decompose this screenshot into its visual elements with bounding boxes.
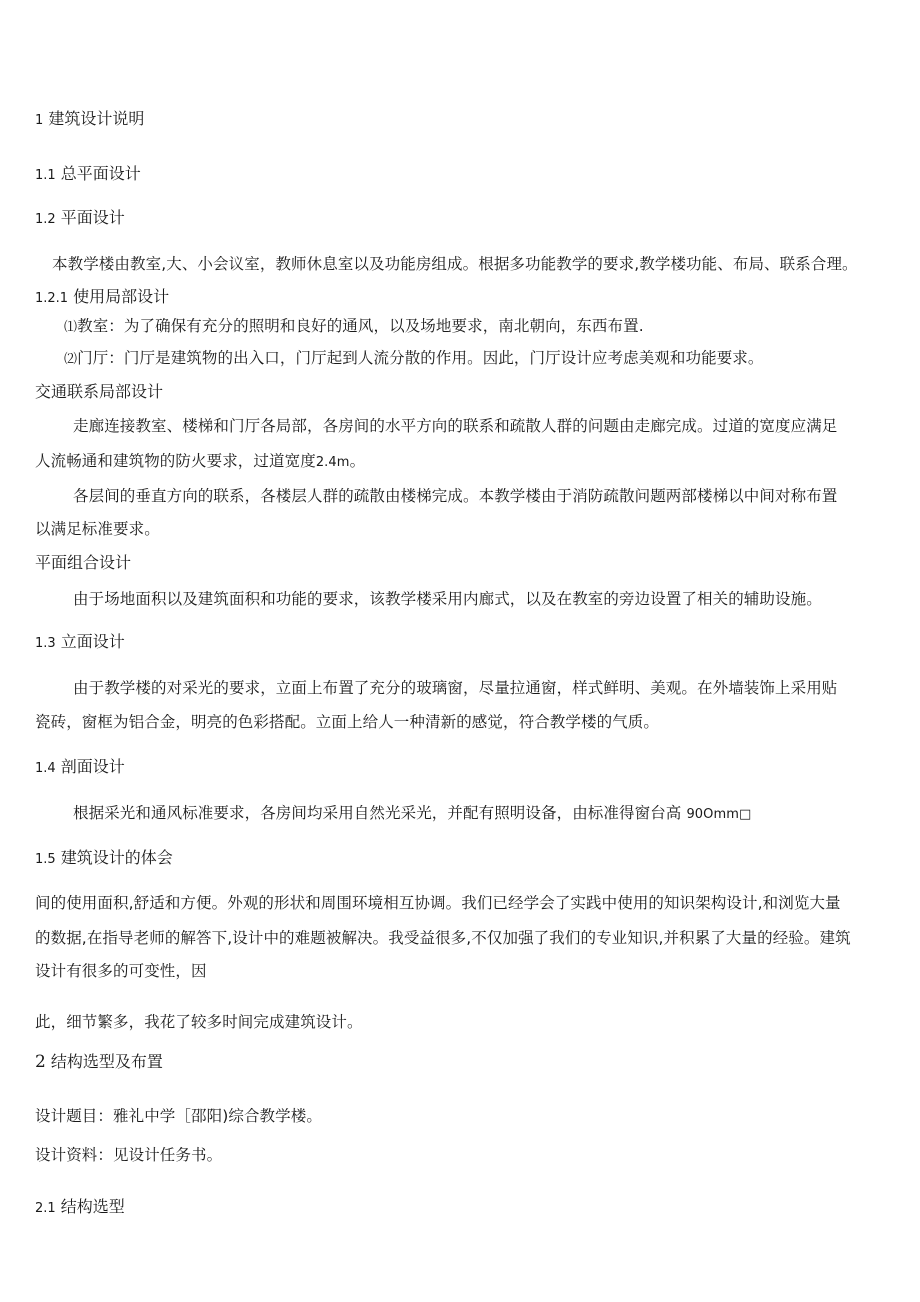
heading-1-3: 1.3 立面设计 (35, 632, 125, 651)
heading-2-1: 2.1 结构选型 (35, 1197, 125, 1216)
heading-1-1: 1.1 总平面设计 (35, 164, 141, 183)
paragraph-traffic-2-line-1: 各层间的垂直方向的联系，各楼层人群的疏散由楼梯完成。本教学楼由于消防疏散问题两部楼梯以中间对称布置 (73, 487, 838, 505)
heading-1-2-1: 1.2.1 使用局部设计 (35, 287, 170, 306)
paragraph-traffic-2-line-2: 以满足标准要求。 (35, 520, 160, 538)
paragraph-traffic-1-line-1: 走廊连接教室、楼梯和门厅各局部，各房间的水平方向的联系和疏散人群的问题由走廊完成。过道的宽度应满足 (73, 417, 838, 435)
paragraph-section: 根据采光和通风标准要求，各房间均采用自然光采光，并配有照明设备，由标准得窗台高 90Omm□ (73, 804, 752, 822)
heading-1: 1 建筑设计说明 (35, 109, 145, 128)
paragraph-experience-line-4: 此，细节繁多，我花了较多时间完成建筑设计。 (35, 1013, 363, 1031)
list-item-classroom: ⑴教室：为了确保有充分的照明和良好的通风，以及场地要求，南北朝向，东西布置. (64, 317, 644, 335)
paragraph-design-topic: 设计题目：雅礼中学［邵阳)综合教学楼。 (35, 1107, 322, 1125)
heading-traffic: 交通联系局部设计 (35, 382, 164, 401)
heading-1-4: 1.4 剖面设计 (35, 757, 125, 776)
paragraph-design-materials: 设计资料：见设计任务书。 (35, 1146, 223, 1164)
paragraph-traffic-1-line-2: 人流畅通和建筑物的防火要求，过道宽度2.4m。 (35, 452, 366, 470)
paragraph-experience-line-1: 间的使用面积,舒适和方便。外观的形状和周围环境相互协调。我们已经学会了实践中使用的知识架构设计,和浏览大量 (35, 894, 841, 912)
heading-1-5: 1.5 建筑设计的体会 (35, 848, 173, 867)
paragraph-experience-line-3: 设计有很多的可变性，因 (35, 962, 207, 980)
paragraph-experience-line-2: 的数据,在指导老师的解答下,设计中的难题被解决。我受益很多,不仅加强了我们的专业知识,并积累了大量的经验。建筑 (35, 929, 851, 947)
paragraph-elevation-line-1: 由于教学楼的对采光的要求，立面上布置了充分的玻璃窗，尽量拉通窗，样式鲜明、美观。在外墙装饰上采用贴 (73, 679, 838, 697)
heading-1-2: 1.2 平面设计 (35, 208, 125, 227)
heading-plan-combination: 平面组合设计 (35, 553, 132, 572)
paragraph-elevation-line-2: 瓷砖，窗框为铝合金，明亮的色彩搭配。立面上给人一种清新的感觉，符合教学楼的气质。 (35, 713, 660, 731)
heading-2: 2 结构选型及布置 (35, 1052, 163, 1072)
paragraph-intro: 本教学楼由教室,大、小会议室，教师休息室以及功能房组成。根据多功能教学的要求,教学楼功能、布局、联系合理。 (52, 255, 858, 273)
paragraph-plan-combination: 由于场地面积以及建筑面积和功能的要求，该教学楼采用内廊式，以及在教室的旁边设置了相关的辅助设施。 (73, 590, 822, 608)
list-item-lobby: ⑵门厅：门厅是建筑物的出入口，门厅起到人流分散的作用。因此，门厅设计应考虑美观和功能要求。 (64, 349, 764, 367)
